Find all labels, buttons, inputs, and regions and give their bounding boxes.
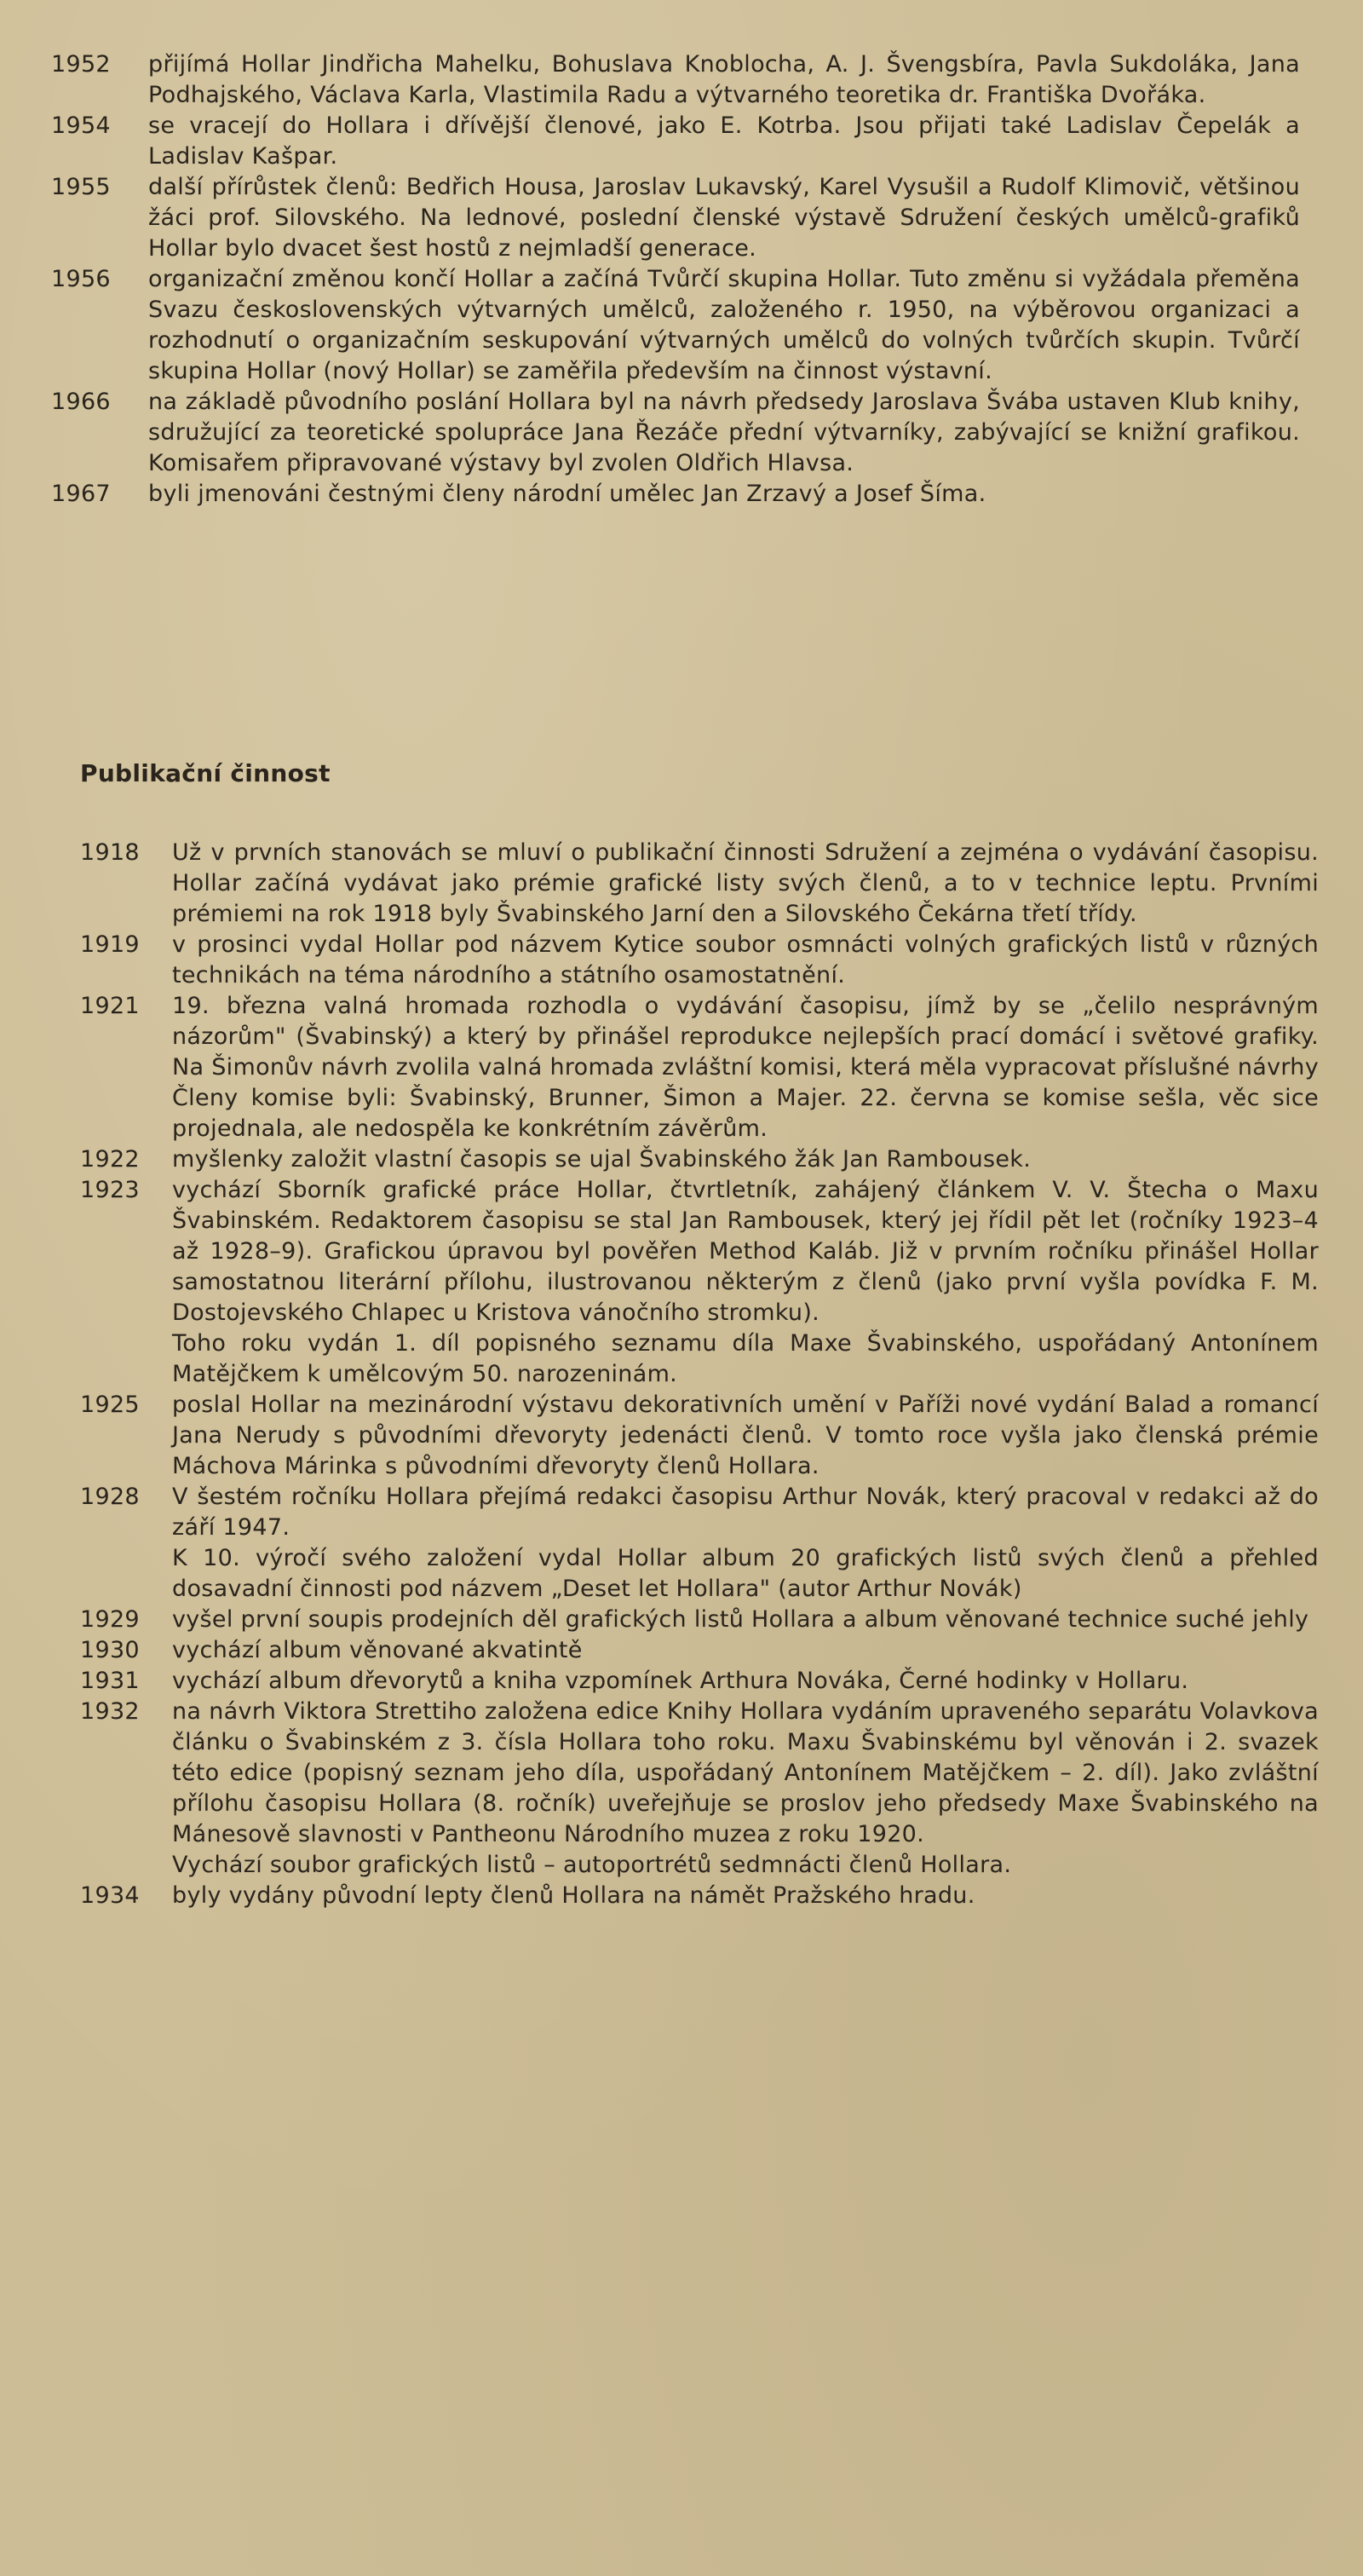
chronology-entry (0, 1635, 1363, 1666)
entry-paragraph: organizační změnou končí Hollar a začíná Tvůrčí skupina Hollar. Tuto změnu si vyžádala přeměna Svazu československých výtvarných umělců, založeného r. 1950, na výběrovou organizaci a rozhodnutí o organizačním seskupování výtvarných umělců do volných tvůrčích skupin. Tvůrčí skupina Hollar (nový Hollar) se zaměřila především na činnost výstavní. (148, 266, 1300, 384)
entry-paragraph: v prosinci vydal Hollar pod názvem Kytice soubor osmnácti volných grafických listů v různých technikách na téma národního a státního osamostatnění. (172, 931, 1319, 988)
entry-text (148, 111, 1300, 172)
entry-text (172, 1482, 1319, 1605)
entry-text (148, 172, 1300, 264)
entry-text (172, 1881, 1319, 1911)
entry-text (148, 264, 1300, 387)
chronology-entry (0, 1144, 1363, 1175)
entry-text (148, 479, 1300, 510)
entry-paragraph: Toho roku vydán 1. díl popisného seznamu díla Maxe Švabinského, uspořádaný Antonínem Matějčkem k umělcovým 50. narozeninám. (172, 1330, 1319, 1387)
entry-paragraph: přijímá Hollar Jindřicha Mahelku, Bohuslava Knoblocha, A. J. Švengsbíra, Pavla Sukdoláka, Jana Podhajského, Václava Karla, Vlastimila Radu a výtvarného teoretika dr. Františka Dvořáka. (148, 51, 1300, 108)
entry-paragraph: se vracejí do Hollara i dřívější členové, jako E. Kotrba. Jsou přijati také Ladislav Čepelák a Ladislav Kašpar. (148, 112, 1300, 170)
chronology-entry (0, 49, 1363, 111)
entry-text (172, 1175, 1319, 1390)
entry-paragraph: poslal Hollar na mezinárodní výstavu dekorativních umění v Paříži nové vydání Balad a romancí Jana Nerudy s původními dřevoryty jedenácti členů. V tomto roce vyšla jako členská prémie Máchova Márinka s původními dřevoryty členů Hollara. (172, 1392, 1319, 1479)
entry-paragraph: vychází album dřevorytů a kniha vzpomínek Arthura Nováka, Černé hodinky v Hollaru. (172, 1668, 1189, 1694)
entry-year: 1956 (51, 266, 111, 292)
entry-text (172, 838, 1319, 930)
entry-text (172, 930, 1319, 991)
entry-year: 1921 (80, 993, 140, 1019)
entry-paragraph: na základě původního poslání Hollara byl na návrh předsedy Jaroslava Švába ustaven Klub knihy, sdružující za teoretické spolupráce Jana Řezáče přední výtvarníky, zabývající se knižní grafikou. Komisařem připravované výstavy byl zvolen Oldřich Hlavsa. (148, 389, 1300, 476)
entry-year: 1928 (80, 1484, 140, 1510)
entry-paragraph: vyšel první soupis prodejních děl grafických listů Hollara a album věnované technice suché jehly (172, 1606, 1309, 1633)
entry-paragraph: K 10. výročí svého založení vydal Hollar album 20 grafických listů svých členů a přehled dosavadní činnosti pod názvem „Deset let Hollara" (autor Arthur Novák) (172, 1545, 1319, 1602)
entry-year: 1967 (51, 481, 111, 507)
entry-year: 1929 (80, 1606, 140, 1633)
entry-text (172, 1144, 1319, 1175)
entry-text (172, 1666, 1319, 1697)
chronology-entry (0, 991, 1363, 1144)
entry-text (172, 1635, 1319, 1666)
entry-year: 1952 (51, 51, 111, 78)
section-heading: Publikační činnost (80, 759, 331, 787)
entry-year: 1922 (80, 1146, 140, 1173)
chronology-entry (0, 1605, 1363, 1635)
entry-year: 1954 (51, 112, 111, 139)
chronology-entry (0, 1666, 1363, 1697)
entry-year: 1918 (80, 839, 140, 866)
entry-text (172, 991, 1319, 1144)
entry-year: 1934 (80, 1882, 140, 1909)
entry-year: 1932 (80, 1698, 140, 1725)
chronology-entry (0, 1482, 1363, 1605)
chronology-section-publications (0, 838, 1363, 1911)
entry-year: 1923 (80, 1177, 140, 1203)
entry-paragraph: další přírůstek členů: Bedřich Housa, Jaroslav Lukavský, Karel Vysušil a Rudolf Klimovič, většinou žáci prof. Silovského. Na lednové, poslední členské výstavě Sdružení českých umělců-grafiků Hollar bylo dvacet šest hostů z nejmladší generace. (148, 174, 1300, 262)
entry-year: 1966 (51, 389, 111, 415)
entry-year: 1955 (51, 174, 111, 200)
chronology-entry (0, 479, 1363, 510)
entry-paragraph: na návrh Viktora Strettiho založena edice Knihy Hollara vydáním upraveného separátu Volavkova článku o Švabinském z 3. čísla Hollara toho roku. Maxu Švabinskému byl věnován i 2. svazek této edice (popisný seznam jeho díla, uspořádaný Antonínem Matějčkem – 2. díl). Jako zvláštní přílohu časopisu Hollara (8. ročník) uveřejňuje se proslov jeho předsedy Maxe Švabinského na Mánesově slavnosti v Pantheonu Národního muzea z roku 1920. (172, 1698, 1319, 1847)
entry-paragraph: vychází Sborník grafické práce Hollar, čtvrtletník, zahájený článkem V. V. Štecha o Maxu Švabinském. Redaktorem časopisu se stal Jan Rambousek, který jej řídil pět let (ročníky 1923–4 až 1928–9). Grafickou úpravou byl pověřen Method Kaláb. Již v prvním ročníku přinášel Hollar samostatnou literární přílohu, ilustrovanou některým z členů (jako první vyšla povídka F. M. Dostojevského Chlapec u Kristova vánočního stromku). (172, 1177, 1319, 1326)
chronology-entry (0, 264, 1363, 387)
entry-text (148, 387, 1300, 479)
entry-paragraph: V šestém ročníku Hollara přejímá redakci časopisu Arthur Novák, který pracoval v redakci až do září 1947. (172, 1484, 1319, 1541)
chronology-entry (0, 111, 1363, 172)
chronology-entry (0, 387, 1363, 479)
entry-paragraph: 19. března valná hromada rozhodla o vydávání časopisu, jímž by se „čelilo nesprávným názorům" (Švabinský) a který by přinášel reprodukce nejlepších prací domácí i světové grafiky. Na Šimonův návrh zvolila valná hromada zvláštní komisi, která měla vypracovat příslušné návrhy Členy komise byli: Švabinský, Brunner, Šimon a Majer. 22. června se komise sešla, věc sice projednala, ale nedospěla ke konkrétním závěrům. (172, 993, 1319, 1142)
entry-year: 1931 (80, 1668, 140, 1694)
chronology-entry (0, 1881, 1363, 1911)
chronology-entry (0, 930, 1363, 991)
entry-paragraph: myšlenky založit vlastní časopis se ujal Švabinského žák Jan Rambousek. (172, 1146, 1032, 1173)
entry-paragraph: vychází album věnované akvatintě (172, 1637, 583, 1663)
entry-paragraph: Už v prvních stanovách se mluví o publikační činnosti Sdružení a zejména o vydávání časopisu. Hollar začíná vydávat jako prémie grafické listy svých členů, a to v technice leptu. Prvními prémiemi na rok 1918 byly Švabinského Jarní den a Silovského Čekárna třetí třídy. (172, 839, 1319, 927)
entry-text (172, 1697, 1319, 1881)
entry-text (172, 1605, 1319, 1635)
entry-paragraph: byly vydány původní lepty členů Hollara na námět Pražského hradu. (172, 1882, 975, 1909)
entry-text (172, 1390, 1319, 1482)
entry-paragraph: byli jmenováni čestnými členy národní umělec Jan Zrzavý a Josef Šíma. (148, 481, 986, 507)
entry-year: 1919 (80, 931, 140, 958)
chronology-entry (0, 838, 1363, 930)
chronology-entry (0, 172, 1363, 264)
chronology-entry (0, 1390, 1363, 1482)
chronology-entry (0, 1697, 1363, 1881)
entry-year: 1925 (80, 1392, 140, 1418)
entry-year: 1930 (80, 1637, 140, 1663)
entry-paragraph: Vychází soubor grafických listů – autoportrétů sedmnácti členů Hollara. (172, 1852, 1012, 1878)
chronology-section-membership (0, 49, 1363, 510)
entry-text (148, 49, 1300, 111)
chronology-entry (0, 1175, 1363, 1390)
